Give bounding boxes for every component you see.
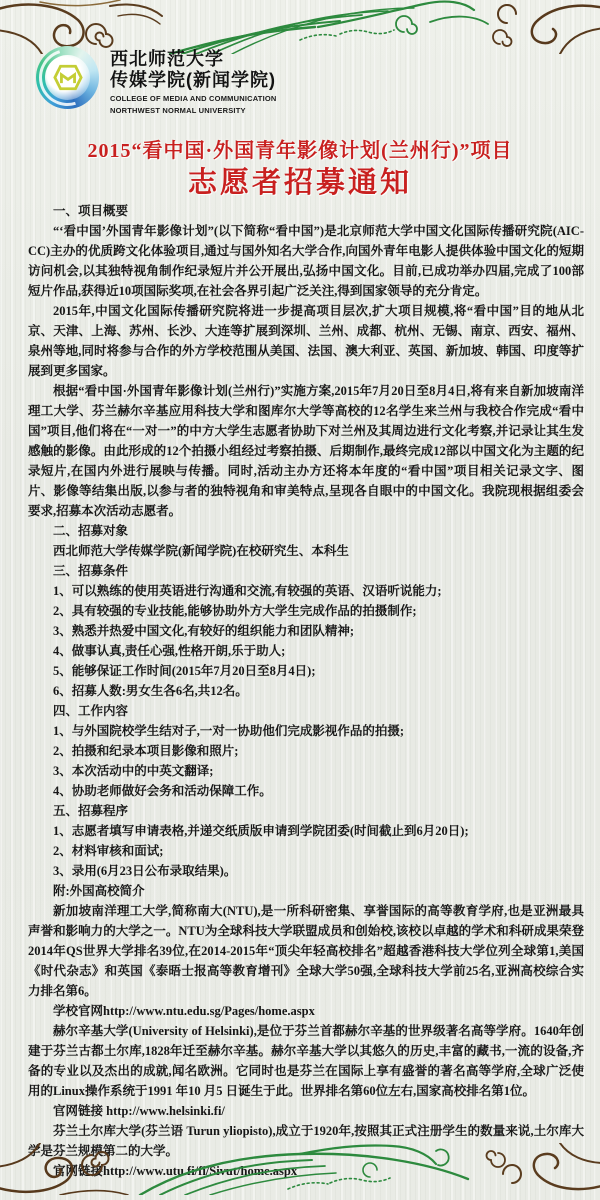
college-logo-text — [110, 46, 277, 115]
paragraph: 2015年,中国文化国际传播研究院将进一步提高项目层次,扩大项目规模,将“看中国”目的地从北京、天津、上海、苏州、长沙、大连等扩展到深圳、兰州、成都、杭州、无锡、南京、西安、福州、泉州等地,同时将参与合作的外方学校范围从美国、法国、澳大利亚、英国、新加坡、韩国、印度等扩展到更多国家。 — [28, 304, 584, 378]
list-item: 1、与外国院校学生结对子,一对一协助他们完成影视作品的拍摄; — [53, 724, 405, 738]
list-item: 1、志愿者填写申请表格,并递交纸质版申请到学院团委(时间截止到6月20日); — [53, 824, 469, 838]
section-heading: 二、招募对象 — [53, 524, 129, 538]
paragraph: “‘看中国’外国青年影像计划”(以下简称“看中国”)是北京师范大学中国文化国际传播研究院(AIC-CC)主办的优质跨文化体验项目,通过与国外知名大学合作,向国外青年电影人提供体验中国文化的短期访问机会,以其独特视角制作纪录短片并公开展出,弘扬中国文化。目前,已成功举办四届,完成了100部短片作品,获得近10项国际奖项,在社会各界引起广泛关注,得到国家领导的充分肯定。 — [28, 224, 584, 298]
section-heading: 附:外国高校简介 — [53, 884, 145, 898]
list-item: 2、具有较强的专业技能,能够协助外方大学生完成作品的拍摄制作; — [53, 604, 417, 618]
project-title: 2015“看中国·外国青年影像计划(兰州行)”项目 — [87, 140, 513, 162]
paragraph: 西北师范大学传媒学院(新闻学院)在校研究生、本科生 — [53, 544, 349, 558]
list-item: 3、本次活动中的中英文翻译; — [53, 764, 214, 778]
list-item: 3、录用(6月23日公布录取结果)。 — [53, 864, 237, 878]
list-item: 2、材料审核和面试; — [53, 844, 164, 858]
college-logo-icon — [36, 46, 99, 109]
section-heading: 四、工作内容 — [53, 704, 129, 718]
notice-body — [0, 201, 600, 1181]
list-item: 4、协助老师做好会务和活动保障工作。 — [53, 784, 272, 798]
college-logo — [36, 46, 277, 115]
url-line: 学校官网http://www.ntu.edu.sg/Pages/home.aspx — [53, 1004, 315, 1018]
section-heading: 五、招募程序 — [53, 804, 129, 818]
college-name-en: COLLEGE OF MEDIA AND COMMUNICATION — [110, 94, 277, 103]
section-heading: 一、项目概要 — [53, 204, 129, 218]
paragraph: 赫尔辛基大学(University of Helsinki),是位于芬兰首都赫尔辛基的世界级著名高等学府。1640年创建于芬兰古都土尔库,1828年迁至赫尔辛基。赫尔辛基大学以其悠久的历史,丰富的藏书,一流的设备,齐备的专业以及杰出的成就,闻名欧洲。它同时也是芬兰在国际上享有盛誉的著名高等学府,全球广泛使用的Linux操作系统于1991 年10 月5 日诞生于此。世界排名第60位左右,国家高校排名第1位。 — [28, 1024, 584, 1098]
list-item: 2、拍摄和纪录本项目影像和照片; — [53, 744, 239, 758]
paragraph: 根据“看中国·外国青年影像计划(兰州行)”实施方案,2015年7月20日至8月4日,将有来自新加坡南洋理工大学、芬兰赫尔辛基应用科技大学和图库尔大学等高校的12名学生来兰州与我校合作完成“看中国”项目,他们将在“一对一”的中方大学生志愿者协助下对兰州及其周边进行文化考察,并记录让其生发感触的影像。由此形成的12个拍摄小组经过考察拍摄、后期制作,最终完成12部以中国文化为主题的纪录短片,在国内外进行展映与传播。同时,活动主办方还将本年度的“看中国”项目相关记录文字、图片、影像等结集出版,以参与者的独特视角和审美特点,呈现各自眼中的中国文化。我院现根据组委会要求,招募本次活动志愿者。 — [28, 384, 584, 518]
list-item: 6、招募人数:男女生各6名,共12名。 — [53, 684, 248, 698]
m-emblem-icon — [36, 46, 99, 109]
notice-title: 志愿者招募通知 — [187, 167, 412, 199]
college-name-cn: 传媒学院(新闻学院) — [110, 70, 276, 90]
university-name-en: NORTHWEST NORMAL UNIVERSITY — [110, 106, 246, 115]
list-item: 3、熟悉并热爱中国文化,有较好的组织能力和团队精神; — [53, 624, 355, 638]
list-item: 1、可以熟练的使用英语进行沟通和交流,有较强的英语、汉语听说能力; — [53, 584, 442, 598]
list-item: 4、做事认真,责任心强,性格开朗,乐于助人; — [53, 644, 286, 658]
university-name-cn: 西北师范大学 — [110, 49, 224, 69]
paragraph: 芬兰土尔库大学(芬兰语 Turun yliopisto),成立于1920年,按照其正式注册学生的数量来说,土尔库大学是芬兰规模第二的大学。 — [28, 1124, 584, 1158]
paragraph: 新加坡南洋理工大学,简称南大(NTU),是一所科研密集、享誉国际的高等教育学府,也是亚洲最具声誉和影响力的大学之一。NTU为全球科技大学联盟成员和创始校,该校以卓越的学术和科研成果荣登2014年QS世界大学排名39位,在2014-2015年“顶尖年轻高校排名”超越香港科技大学位列全球第1,美国《时代杂志》和英国《泰晤士报高等教育增刊》全球大学50强,全球科技大学前25名,亚洲高校综合实力排名第6。 — [28, 904, 584, 998]
url-line: 官网链接 http://www.helsinki.fi/ — [53, 1104, 225, 1118]
section-heading: 三、招募条件 — [53, 564, 129, 578]
url-line: 官网链接http://www.utu.fi/fi/Sivut/home.aspx — [53, 1164, 298, 1178]
list-item: 5、能够保证工作时间(2015年7月20日至8月4日); — [53, 664, 316, 678]
